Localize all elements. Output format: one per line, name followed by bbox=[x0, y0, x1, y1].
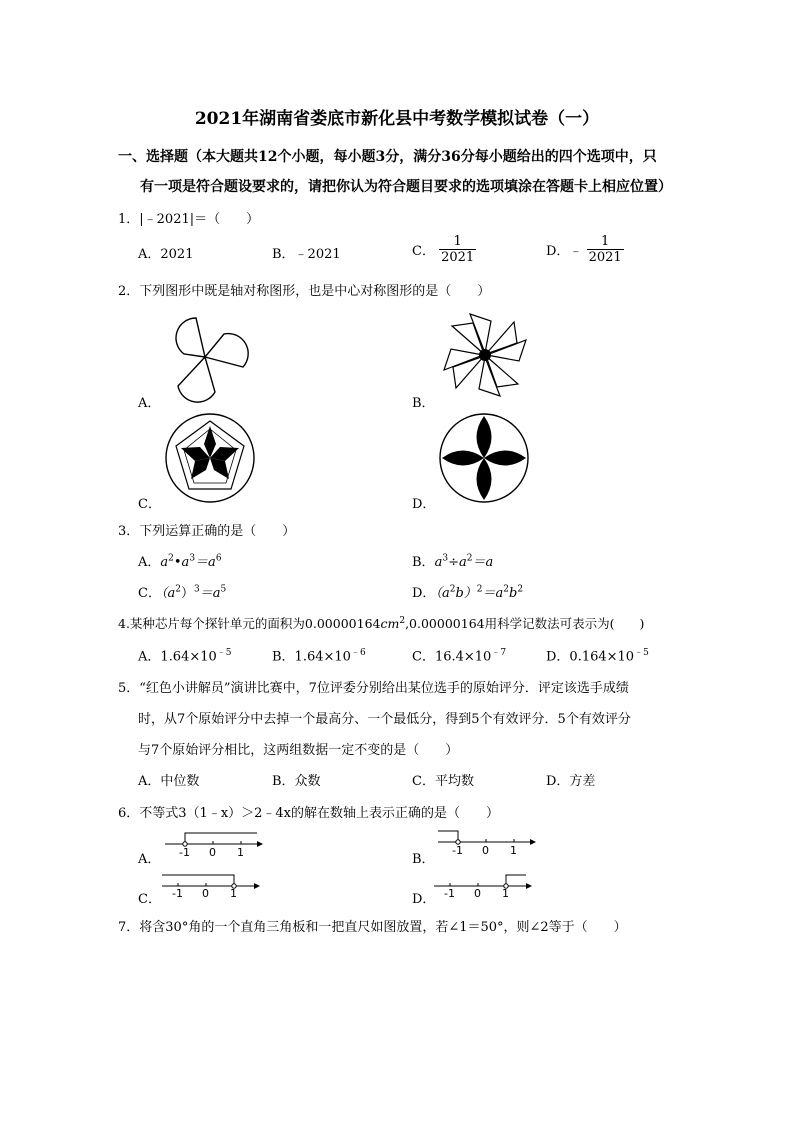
tick-label: -1 bbox=[172, 887, 183, 900]
q4-stem bbox=[118, 614, 644, 632]
expr-part: a bbox=[160, 555, 169, 570]
option-label: A． bbox=[138, 555, 161, 570]
q2-option-a: A． bbox=[138, 396, 161, 411]
tick-label: -1 bbox=[444, 887, 455, 900]
expr-exponent: 3 bbox=[193, 584, 200, 595]
page-title: 2021年湖南省娄底市新化县中考数学模拟试卷（一） bbox=[194, 109, 600, 129]
q3-option-d bbox=[412, 582, 523, 601]
option-text: A．1.64×10 bbox=[138, 649, 217, 665]
expr-part: ＝a bbox=[482, 586, 504, 601]
expr-exponent: 2 bbox=[517, 584, 524, 595]
expr-exponent: 2 bbox=[449, 584, 456, 595]
q4-stem-unit: cm bbox=[380, 616, 400, 631]
number-line-c bbox=[160, 872, 260, 902]
q2-option-c: C． bbox=[138, 497, 161, 512]
q4-stem-exponent: 2 bbox=[399, 615, 406, 626]
q3-stem: 3．下列运算正确的是（ ） bbox=[118, 524, 296, 539]
q3-option-b bbox=[412, 551, 493, 570]
q4-option-b bbox=[272, 645, 366, 664]
q1-option-d bbox=[546, 234, 624, 265]
q3-option-c bbox=[138, 582, 226, 601]
expr-part: ） bbox=[180, 586, 194, 601]
q6-option-d: D． bbox=[412, 892, 436, 907]
q5-line1: 5．“红色小讲解员”演讲比赛中，7位评委分别给出某位选手的原始评分．评定该选手成绩 bbox=[118, 681, 629, 696]
q2-option-b: B． bbox=[412, 396, 435, 411]
tick-label: 0 bbox=[209, 846, 216, 859]
expr-part: （a bbox=[435, 586, 450, 601]
tick-label: 0 bbox=[474, 887, 481, 900]
option-exponent: ﹣5 bbox=[216, 648, 232, 658]
pinwheel-figure-a bbox=[160, 312, 250, 402]
expr-exponent: 3 bbox=[442, 553, 449, 564]
q4-stem-pre: 4.某种芯片每个探针单元的面积为0.00000164 bbox=[118, 616, 381, 631]
expr-part: b） bbox=[455, 586, 477, 601]
tick-label: 1 bbox=[510, 844, 517, 857]
q1-option-c-fraction bbox=[439, 234, 476, 265]
number-line-d bbox=[432, 872, 532, 902]
tick-label: 0 bbox=[482, 844, 489, 857]
q4-option-d bbox=[546, 645, 649, 664]
q1-option-c-label: C． bbox=[412, 244, 435, 259]
q5-option-a: A．中位数 bbox=[138, 774, 200, 789]
tick-label: -1 bbox=[452, 844, 463, 857]
q6-option-a: A． bbox=[138, 852, 161, 867]
fraction-denominator: 2021 bbox=[441, 250, 475, 265]
section-heading-line1: 一、选择题（本大题共12个小题，每小题3分，满分36分每小题给出的四个选项中，只 bbox=[118, 149, 657, 165]
pinwheel-figure-b bbox=[438, 308, 532, 402]
number-line-a bbox=[163, 830, 263, 860]
expr-exponent: 2 bbox=[476, 584, 483, 595]
q2-stem: 2．下列图形中既是轴对称图形，也是中心对称图形的是（ ） bbox=[118, 284, 491, 299]
expr-part: （a bbox=[160, 586, 176, 601]
q1-option-c bbox=[412, 234, 476, 265]
option-text: C．16.4×10 bbox=[412, 649, 492, 665]
option-exponent: ﹣7 bbox=[491, 648, 507, 658]
tick-label: 1 bbox=[237, 846, 244, 859]
option-text: D．0.164×10 bbox=[546, 649, 635, 665]
number-line-b bbox=[436, 828, 536, 858]
expr-exponent: 2 bbox=[175, 584, 181, 595]
expr-part: •a bbox=[173, 555, 190, 570]
q2-option-d: D． bbox=[412, 497, 436, 512]
expr-exponent: 3 bbox=[189, 553, 196, 564]
q5-option-d: D．方差 bbox=[546, 774, 596, 789]
expr-part: a bbox=[434, 555, 443, 570]
q1-option-b: B．﹣2021 bbox=[272, 247, 341, 262]
q5-line2: 时，从7个原始评分中去掉一个最高分、一个最低分，得到5个有效评分．5个有效评分 bbox=[138, 712, 631, 727]
expr-exponent: 2 bbox=[503, 584, 509, 595]
q6-stem: 6．不等式3（1﹣x）＞2﹣4x的解在数轴上表示正确的是（ ） bbox=[118, 806, 500, 821]
q7-stem: 7．将含30°角的一个直角三角板和一把直尺如图放置，若∠1＝50°，则∠2等于（ ） bbox=[118, 920, 627, 935]
q5-option-b: B．众数 bbox=[272, 774, 321, 789]
option-label: B． bbox=[412, 555, 435, 570]
option-exponent: ﹣5 bbox=[634, 648, 649, 658]
tick-label: -1 bbox=[179, 846, 190, 859]
q4-stem-post: ,0.00000164用科学记数法可表示为( ) bbox=[405, 616, 645, 631]
q6-option-b: B． bbox=[412, 852, 435, 867]
tick-label: 0 bbox=[202, 887, 209, 900]
option-text: B．1.64×10 bbox=[272, 649, 351, 665]
q4-option-c bbox=[412, 645, 506, 664]
expr-exponent: 5 bbox=[220, 584, 227, 595]
q1-option-a: A．2021 bbox=[138, 247, 194, 262]
option-label: D． bbox=[412, 586, 436, 601]
q1-option-d-fraction bbox=[587, 234, 624, 265]
q3-option-a bbox=[138, 551, 222, 570]
expr-part: ＝a bbox=[472, 555, 494, 570]
q6-option-c: C． bbox=[138, 892, 161, 907]
four-petal-circle-figure-d bbox=[438, 412, 530, 504]
option-label: C． bbox=[138, 586, 161, 601]
expr-part: ＝a bbox=[195, 555, 216, 570]
fraction-numerator: 1 bbox=[439, 234, 476, 250]
q5-line3: 与7个原始评分相比，这两组数据一定不变的是（ ） bbox=[138, 743, 459, 758]
q1-stem: 1．|﹣2021|＝（ ） bbox=[118, 212, 260, 227]
fraction-numerator: 1 bbox=[587, 234, 624, 250]
section-heading-line2: 有一项是符合题设要求的，请把你认为符合题目要求的选项填涂在答题卡上相应位置） bbox=[140, 179, 672, 195]
star-pentagon-figure-c bbox=[164, 412, 256, 504]
q1-option-d-label: D．﹣ bbox=[546, 244, 583, 259]
expr-exponent: 2 bbox=[168, 553, 174, 564]
option-exponent: ﹣6 bbox=[350, 648, 366, 658]
tick-label: 1 bbox=[502, 887, 509, 900]
q5-option-c: C．平均数 bbox=[412, 774, 474, 789]
q4-option-a bbox=[138, 645, 232, 664]
expr-exponent: 6 bbox=[215, 553, 222, 564]
fraction-denominator: 2021 bbox=[588, 250, 622, 265]
expr-part: ÷a bbox=[448, 555, 467, 570]
expr-exponent: 2 bbox=[466, 553, 473, 564]
tick-label: 1 bbox=[230, 887, 237, 900]
expr-part: ＝a bbox=[199, 586, 221, 601]
expr-part: b bbox=[509, 586, 518, 601]
